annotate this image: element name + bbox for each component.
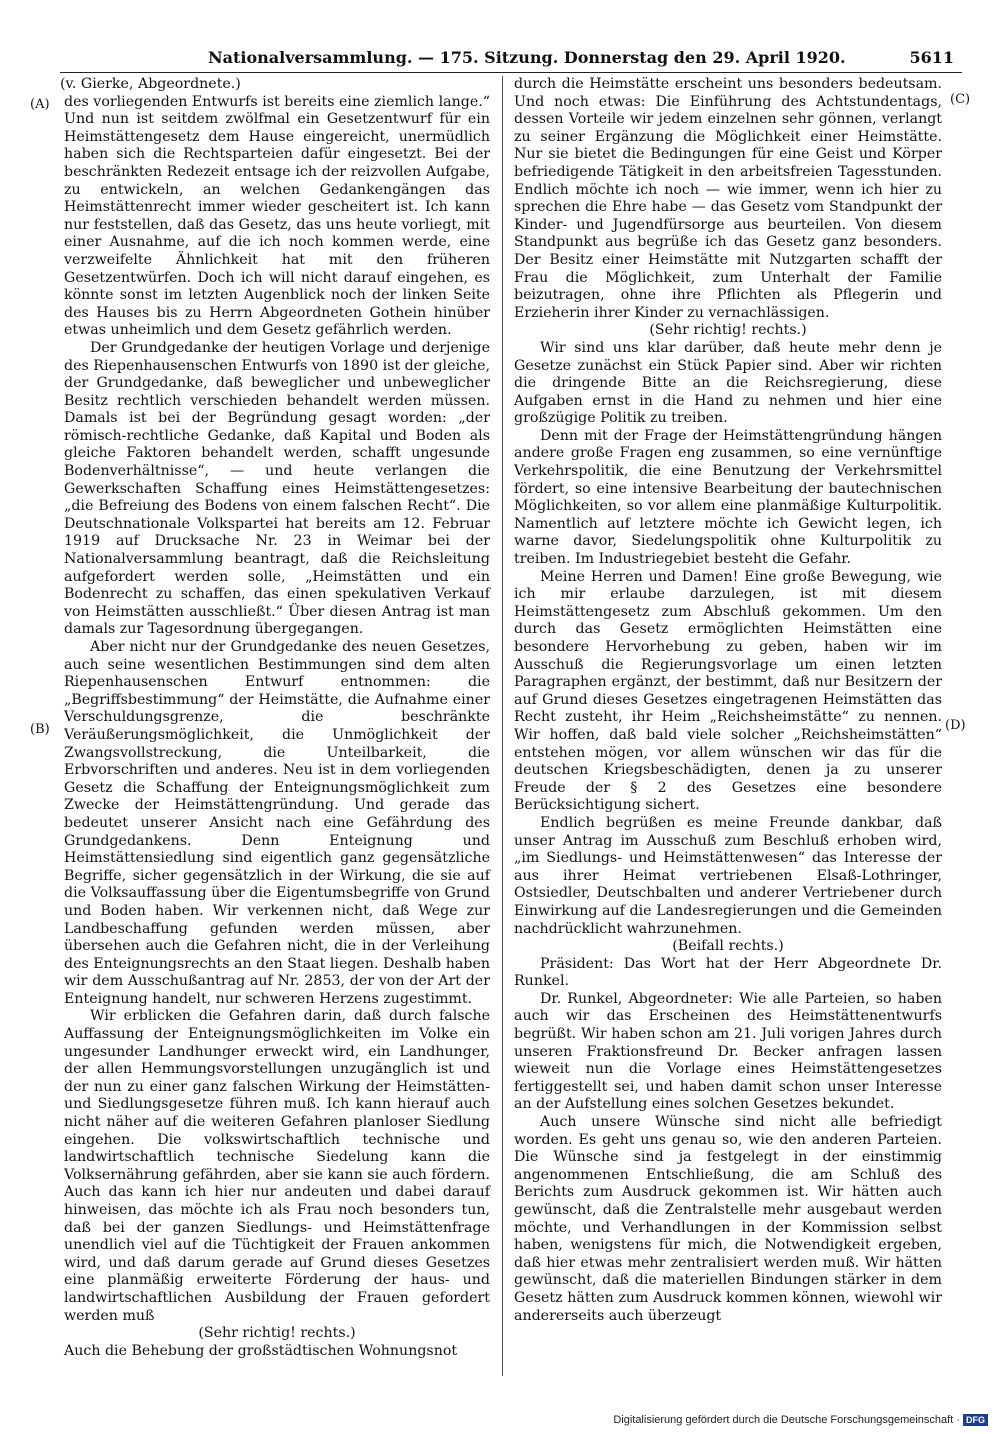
- left-column: [60, 76, 490, 1360]
- margin-marker-a: (A): [30, 97, 50, 112]
- paragraph: Auch unsere Wünsche sind nicht alle befriedigt worden. Es geht uns genau so, wie den anderen Parteien. Die Wünsche sind ja festgelegt in der einstimmig angenommenen Entschließung, die am Schluß des Berichts zum Ausdruck gekommen ist. Wir hätten auch gewünscht, daß die Zentralstelle mehr ausgebaut werden möchte, und Verhandlungen in der Kommission selbst haben, wenigstens für mich, die Notwendigkeit ergeben, daß hier etwas mehr zentralisiert werden muß. Wir hätten gewünscht, daß die materiellen Bindungen stärker in dem Gesetz hätten zum Ausdruck kommen können, wiewohl wir andererseits auch überzeugt: [514, 1114, 942, 1324]
- paragraph: des vorliegenden Entwurfs ist bereits eine ziemlich lange.“ Und nun ist seitdem zwölfmal ein Gesetzentwurf für ein Heimstättengesetz dem Hause eingereicht, unermüdlich haben sich die Rechtsparteien dafür eingesetzt. Bei der beschränkten Redezeit entsage ich der reizvollen Aufgabe, zu entwickeln, an welchen Gedankengängen das Heimstättenrecht immer wieder gescheitert ist. Ich kann nur feststellen, daß das Gesetz, das uns heute vorliegt, mit einer Ausnahme, auf die ich noch kommen werde, eine verzweifelte Ähnlichkeit hat mit den früheren Gesetzentwürfen. Doch ich will nicht darauf eingehen, es könnte sonst im letzten Augenblick noch der linken Seite des Hauses bis zu Herrn Abgeordneten Gothein hinüber etwas unheimlich und dem Gesetz gefährlich werden.: [64, 93, 490, 339]
- applause-note: (Sehr richtig! rechts.): [649, 322, 807, 339]
- footer-text: Digitalisierung gefördert durch die Deutsche Forschungsgemeinschaft ·: [613, 1414, 960, 1426]
- paragraph: Denn mit der Frage der Heimstättengründung hängen andere große Fragen eng zusammen, so eine vernünftige Verkehrspolitik, die eine Benutzung der Verkehrsmittel fördert, so eine intensive Bearbeitung der bautechnischen Möglichkeiten, so vor allem eine planmäßige Kulturpolitik. Namentlich auf letztere möchte ich Gewicht legen, ich warne davor, Siedelungspolitik ohne Kulturpolitik zu treiben. Im Industriegebiet besteht die Gefahr.: [514, 427, 942, 568]
- column-divider: [502, 76, 503, 1376]
- page-header: [60, 44, 962, 73]
- paragraph: Dr. Runkel, Abgeordneter: Wie alle Parteien, so haben auch wir das Erscheinen des Heimstättenentwurfs begrüßt. Wir haben schon am 21. Juli vorigen Jahres durch unseren Fraktionsfreund Dr. Becker anfragen lassen wieweit nun die Vorlage eines Heimstättengesetzes fertiggestellt sei, und haben damit schon unser Interesse an der Aufstellung eines solchen Gesetzes bekundet.: [514, 990, 942, 1113]
- margin-marker-c: (C): [950, 92, 971, 107]
- page-title: Nationalversammlung. — 175. Sitzung. Donnerstag den 29. April 1920.: [208, 48, 846, 67]
- footer: [613, 1414, 988, 1426]
- applause-note: (Beifall rechts.): [672, 938, 784, 955]
- paragraph: Wir sind uns klar darüber, daß heute mehr denn je Gesetze zunächst ein Stück Papier sind. Aber wir richten die dringende Bitte an die Reichsregierung, diese Aufgaben ernst in die Hand zu nehmen und hier eine großzügige Politik zu treiben.: [514, 339, 942, 427]
- paragraph: Der Grundgedanke der heutigen Vorlage und derjenige des Riepenhausenschen Entwurfs von 1890 ist der gleiche, der Grundgedanke, daß beweglicher und unbeweglicher Besitz rechtlich verschieden behandelt werden müssen. Damals ist bei der Begründung gesagt worden: „der römisch-rechtliche Gedanke, daß Kapital und Boden als gleiche Faktoren behandelt werden, schafft ungesunde Bodenverhältnisse“, — und heute verlangen die Gewerkschaften Schaffung eines Heimstättengesetzes: „die Befreiung des Bodens von einem falschen Recht“. Die Deutschnationale Volkspartei hat bereits am 12. Februar 1919 auf Drucksache Nr. 23 in Weimar bei der Nationalversammlung beantragt, daß die Reichsleitung aufgefordert werden solle, „Heimstätten und ein Bodenrecht zu schaffen, das einen spekulativen Verkauf von Heimstätten ausschließt.“ Über diesen Antrag ist man damals zur Tagesordnung übergegangen.: [64, 339, 490, 638]
- margin-marker-d: (D): [945, 718, 966, 733]
- president-remark: Präsident: Das Wort hat der Herr Abgeordnete Dr. Runkel.: [514, 955, 942, 990]
- applause-note: (Sehr richtig! rechts.): [198, 1325, 356, 1342]
- dfg-logo: DFG: [963, 1414, 988, 1426]
- paragraph: Wir erblicken die Gefahren darin, daß durch falsche Auffassung der Enteignungsmöglichkeiten im Volke ein ungesunder Landhunger erweckt wird, ein Landhunger, der allen Hemmungsvorstellungen unzugänglich ist und der nun zu einer ganz falschen Wirkung der Heimstätten- und Siedlungsgesetze führen muß. Ich kann hierauf auch nicht näher auf die weiteren Gefahren planloser Siedlung eingehen. Die volkswirtschaftlich technische und landwirtschaftlich technische Siedelung kann die Volksernährung gefährden, aber sie kann sie auch fördern. Auch das kann ich hier nur andeuten und dabei darauf hinweisen, das möchte ich als Frau noch besonders tun, daß bei der ganzen Siedlungs- und Heimstättenfrage unendlich viel auf die Tüchtigkeit der Frauen ankommen wird, und daß darum gerade auf Grund dieses Gesetzes eine planmäßig erweiterte Förderung der haus- und landwirtschaftlichen Ausbildung der Frauen gefordert werden muß: [64, 1008, 490, 1324]
- paragraph: Endlich begrüßen es meine Freunde dankbar, daß unser Antrag im Ausschuß zum Beschluß erhoben wird, „im Siedlungs- und Heimstättenwesen“ das Interesse der aus ihrer Heimat vertriebenen Elsaß-Lothringer, Ostsiedler, Deutschbalten und anderer Vertriebener durch Einwirkung auf die Landesregierungen und die Gemeinden nachdrücklicht wahrzunehmen.: [514, 814, 942, 937]
- paragraph: Auch die Behebung der großstädtischen Wohnungsnot: [64, 1342, 458, 1359]
- speaker-tag: (v. Gierke, Abgeordnete.): [60, 76, 241, 92]
- paragraph: durch die Heimstätte erscheint uns besonders bedeutsam. Und noch etwas: Die Einführung des Achtstundentags, dessen Vorteile wir jedem einzelnen sehr gönnen, verlangt zu seiner Ergänzung die Möglichkeit einer Heimstätte. Nur sie bietet die Bedingungen für eine Geist und Körper befriedigende Tätigkeit in den arbeitsfreien Tagesstunden. Endlich möchte ich noch — wie immer, wenn ich hier zu sprechen die Ehre habe — das Gesetz vom Standpunkt der Kinder- und Jugendfürsorge aus beurteilen. Von diesem Standpunkt aus begrüße ich das Gesetz ganz besonders. Der Besitz einer Heimstätte mit Nutzgarten schafft der Frau die Möglichkeit, zum Unterhalt der Familie beizutragen, ohne ihre Pflichten als Pflegerin und Erzieherin ihrer Kinder zu vernachlässigen.: [514, 76, 942, 321]
- page-number: 5611: [909, 48, 954, 67]
- paragraph: Aber nicht nur der Grundgedanke des neuen Gesetzes, auch seine wesentlichen Bestimmungen sind dem alten Riepenhausenschen Entwurf entnommen: die „Begriffsbestimmung“ der Heimstätte, die Aufnahme einer Verschuldungsgrenze, die beschränkte Veräußerungsmöglichkeit, die Unmöglichkeit der Zwangsvollstreckung, die Unteilbarkeit, die Erbvorschriften und anderes. Neu ist in dem vorliegenden Gesetz die Schaffung der Enteignungsmöglichkeit zum Zwecke der Heimstättengründung. Und gerade das bedeutet unserer Ansicht nach eine Gefährdung des Grundgedankens. Denn Enteignung und Heimstättensiedlung sind eigentlich ganz gegensätzliche Begriffe, sicher gegensätzlich in der Wirkung, die sie auf die Volksauffassung über die Eigentumsbegriffe von Grund und Boden haben. Wir verkennen nicht, daß Wege zur Landbeschaffung gefunden werden müssen, aber übersehen auch die Gefahren nicht, die in der Verleihung des Enteignungsrechts an den Staat liegen. Deshalb haben wir dem Ausschußantrag auf Nr. 2853, der von der Art der Enteignung handelt, nur schweren Herzens zugestimmt.: [64, 639, 490, 1007]
- paragraph: Meine Herren und Damen! Eine große Bewegung, wie ich mir erlaube darzulegen, ist mit diesem Heimstättengesetz zum Abschluß gekommen. Um den durch das Gesetz ermöglichten Heimstätten eine besondere Hervorhebung zu geben, haben wir im Ausschuß die Regierungsvorlage um einen letzten Paragraphen ergänzt, der bestimmt, daß nur Besitzern der auf Grund dieses Gesetzes eingetragenen Heimstätten das Recht zusteht, ihr Heim „Reichsheimstätte“ zu nennen. Wir hoffen, daß bald viele solcher „Reichsheimstätten“ entstehen mögen, vor allem wünschen wir das für die deutschen Kriegsbeschädigten, denen ja zu unserer Freude der § 2 des Gesetzes eine besondere Berücksichtigung sichert.: [514, 568, 942, 814]
- margin-marker-b: (B): [30, 722, 50, 737]
- right-column: [514, 76, 942, 1325]
